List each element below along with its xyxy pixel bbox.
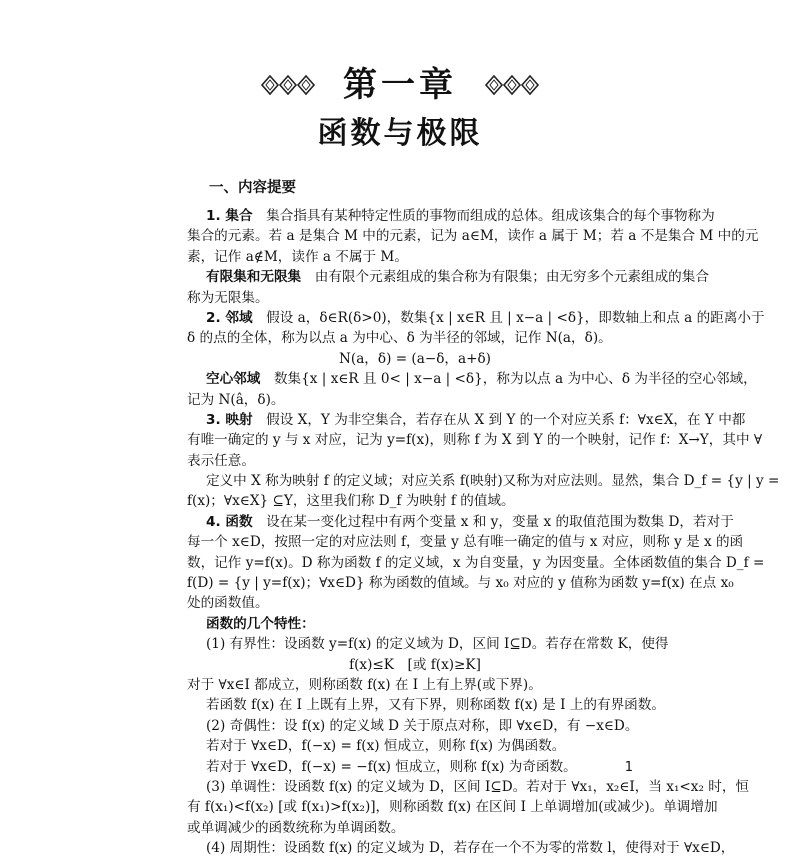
- line-text: f(x)；∀x∈X} ⊆Y，这里我们称 D_f 为映射 f 的值域。: [187, 493, 515, 510]
- line-text: 假设 a，δ∈R(δ>0)，数集{x | x∈R 且 | x−a | <δ}，即数轴上和点 a 的距离小于: [252, 309, 765, 326]
- text-line: [187, 491, 643, 511]
- text-line: [187, 349, 643, 369]
- text-line: [187, 675, 643, 695]
- line-text: 若对于 ∀x∈D，f(−x) = f(x) 恒成立，则称 f(x) 为偶函数。: [206, 738, 566, 755]
- line-text: 素，记作 a∉M，读作 a 不属于 M。: [187, 248, 408, 265]
- text-line: [187, 328, 643, 348]
- chapter-heading: [0, 62, 800, 108]
- line-text: 每一个 x∈D，按照一定的对应法则 f，变量 y 总有唯一确定的值与 x 对应，则称 y 是 x 的函: [187, 534, 744, 551]
- text-line: [187, 206, 715, 226]
- text-line: [187, 695, 665, 715]
- text-line: [187, 655, 643, 675]
- line-text: 若对于 ∀x∈D，f(−x) = −f(x) 恒成立，则称 f(x) 为奇函数。: [206, 758, 577, 775]
- text-line: [187, 838, 735, 858]
- text-line: [187, 247, 643, 267]
- text-line: [187, 471, 780, 491]
- text-line: [187, 308, 765, 328]
- text-line: [187, 410, 746, 430]
- term-heading: 4. 函数: [206, 513, 253, 530]
- line-text: 对于 ∀x∈I 都成立，则称函数 f(x) 在 I 上有上界(或下界)。: [187, 676, 542, 693]
- text-line: [187, 451, 643, 471]
- line-text: N(a，δ) = (a−δ，a+δ): [339, 350, 491, 367]
- line-text: (1) 有界性：设函数 y=f(x) 的定义域为 D，区间 I⊆D。若存在常数 K，使得: [206, 636, 669, 653]
- text-line: [187, 573, 734, 593]
- line-text: 假设 X，Y 为非空集合，若存在从 X 到 Y 的一个对应关系 f：∀x∈X，在 Y 中都: [252, 411, 746, 428]
- text-line: [187, 634, 669, 654]
- text-line: [187, 369, 757, 389]
- text-line: [187, 736, 643, 756]
- body-text: [187, 206, 780, 859]
- chapter-number: 第一章: [343, 65, 457, 105]
- text-line: [187, 288, 643, 308]
- term-heading: 2. 邻域: [206, 309, 253, 326]
- chapter-title: 函数与极限: [317, 116, 483, 151]
- text-line: [187, 532, 744, 552]
- text-line: [187, 818, 643, 838]
- term-heading: 函数的几个特性：: [206, 615, 315, 632]
- line-text: (2) 奇偶性：设 f(x) 的定义域 D 关于原点对称，即 ∀x∈D，有 −x∈D。: [206, 717, 639, 734]
- line-text: 有唯一确定的 y 与 x 对应，记为 y=f(x)，则称 f 为 X 到 Y 的一个映射，记作 f：X→Y，其中 ∀: [187, 432, 763, 449]
- line-text: 设在某一变化过程中有两个变量 x 和 y，变量 x 的取值范围为数集 D，若对于: [252, 513, 734, 530]
- term-heading: 有限集和无限集: [206, 269, 302, 286]
- text-line: [187, 777, 750, 797]
- text-line: [187, 797, 718, 817]
- text-line: [187, 226, 759, 246]
- line-text: (3) 单调性：设函数 f(x) 的定义域为 D，区间 I⊆D。若对于 ∀x₁，x₂∈I，当 x₁<x₂ 时，恒: [206, 778, 750, 795]
- text-line: [187, 757, 643, 777]
- line-text: f(D) = {y | y=f(x)；∀x∈D} 称为函数的值域。与 x₀ 对应的 y 值称为函数 y=f(x) 在点 x₀: [187, 575, 734, 592]
- term-heading: 3. 映射: [206, 411, 253, 428]
- line-text: 称为无限集。: [187, 289, 269, 306]
- line-text: 记为 N(â，δ)。: [187, 391, 285, 408]
- text-line: [187, 716, 643, 736]
- line-text: 数集{x | x∈R 且 0< | x−a | <δ}，称为以点 a 为中心、δ 为半径的空心邻域，: [260, 371, 757, 388]
- left-diamond-ornament-icon: [261, 75, 315, 95]
- line-text: 有 f(x₁)<f(x₂) [或 f(x₁)>f(x₂)]，则称函数 f(x) 在区间 I 上单调增加(或减少)。单调增加: [187, 799, 718, 816]
- line-text: 集合指具有某种特定性质的事物而组成的总体。组成该集合的每个事物称为: [252, 208, 715, 224]
- line-text: 处的函数值。: [187, 595, 269, 612]
- right-diamond-ornament-icon: [485, 75, 539, 95]
- line-text: 定义中 X 称为映射 f 的定义域；对应关系 f(映射)又称为对应法则。显然，集合 D_f = {y | y =: [206, 473, 780, 490]
- text-line: [187, 430, 763, 450]
- line-text: (4) 周期性：设函数 f(x) 的定义域为 D，若存在一个不为零的常数 l，使得对于 ∀x∈D，: [206, 840, 735, 857]
- line-text: 集合的元素。若 a 是集合 M 中的元素，记为 a∈M，读作 a 属于 M；若 a 不是集合 M 中的元: [187, 228, 759, 245]
- line-text: δ 的点的全体，称为以点 a 为中心、δ 为半径的邻域，记作 N(a，δ)。: [187, 330, 612, 347]
- text-line: [187, 614, 643, 634]
- section-heading: 一、内容提要: [209, 180, 296, 196]
- line-text: 表示任意。: [187, 452, 255, 469]
- line-text: 由有限个元素组成的集合称为有限集；由无穷多个元素组成的集合: [301, 269, 709, 286]
- text-line: [187, 390, 643, 410]
- term-heading: 1. 集合: [206, 208, 253, 224]
- text-line: [187, 267, 709, 287]
- text-line: [187, 593, 643, 613]
- text-line: [187, 512, 734, 532]
- line-text: 数，记作 y=f(x)。D 称为函数 f 的定义域，x 为自变量，y 为因变量。全体函数值的集合 D_f =: [187, 554, 765, 571]
- line-text: 或单调减少的函数统称为单调函数。: [187, 819, 405, 836]
- text-line: [187, 553, 765, 573]
- line-text: f(x)≤K [或 f(x)≥K]: [349, 656, 481, 673]
- line-text: 若函数 f(x) 在 I 上既有上界，又有下界，则称函数 f(x) 是 I 上的有界函数。: [206, 697, 665, 714]
- term-heading: 空心邻域: [206, 371, 261, 388]
- page-number: 1: [624, 760, 633, 775]
